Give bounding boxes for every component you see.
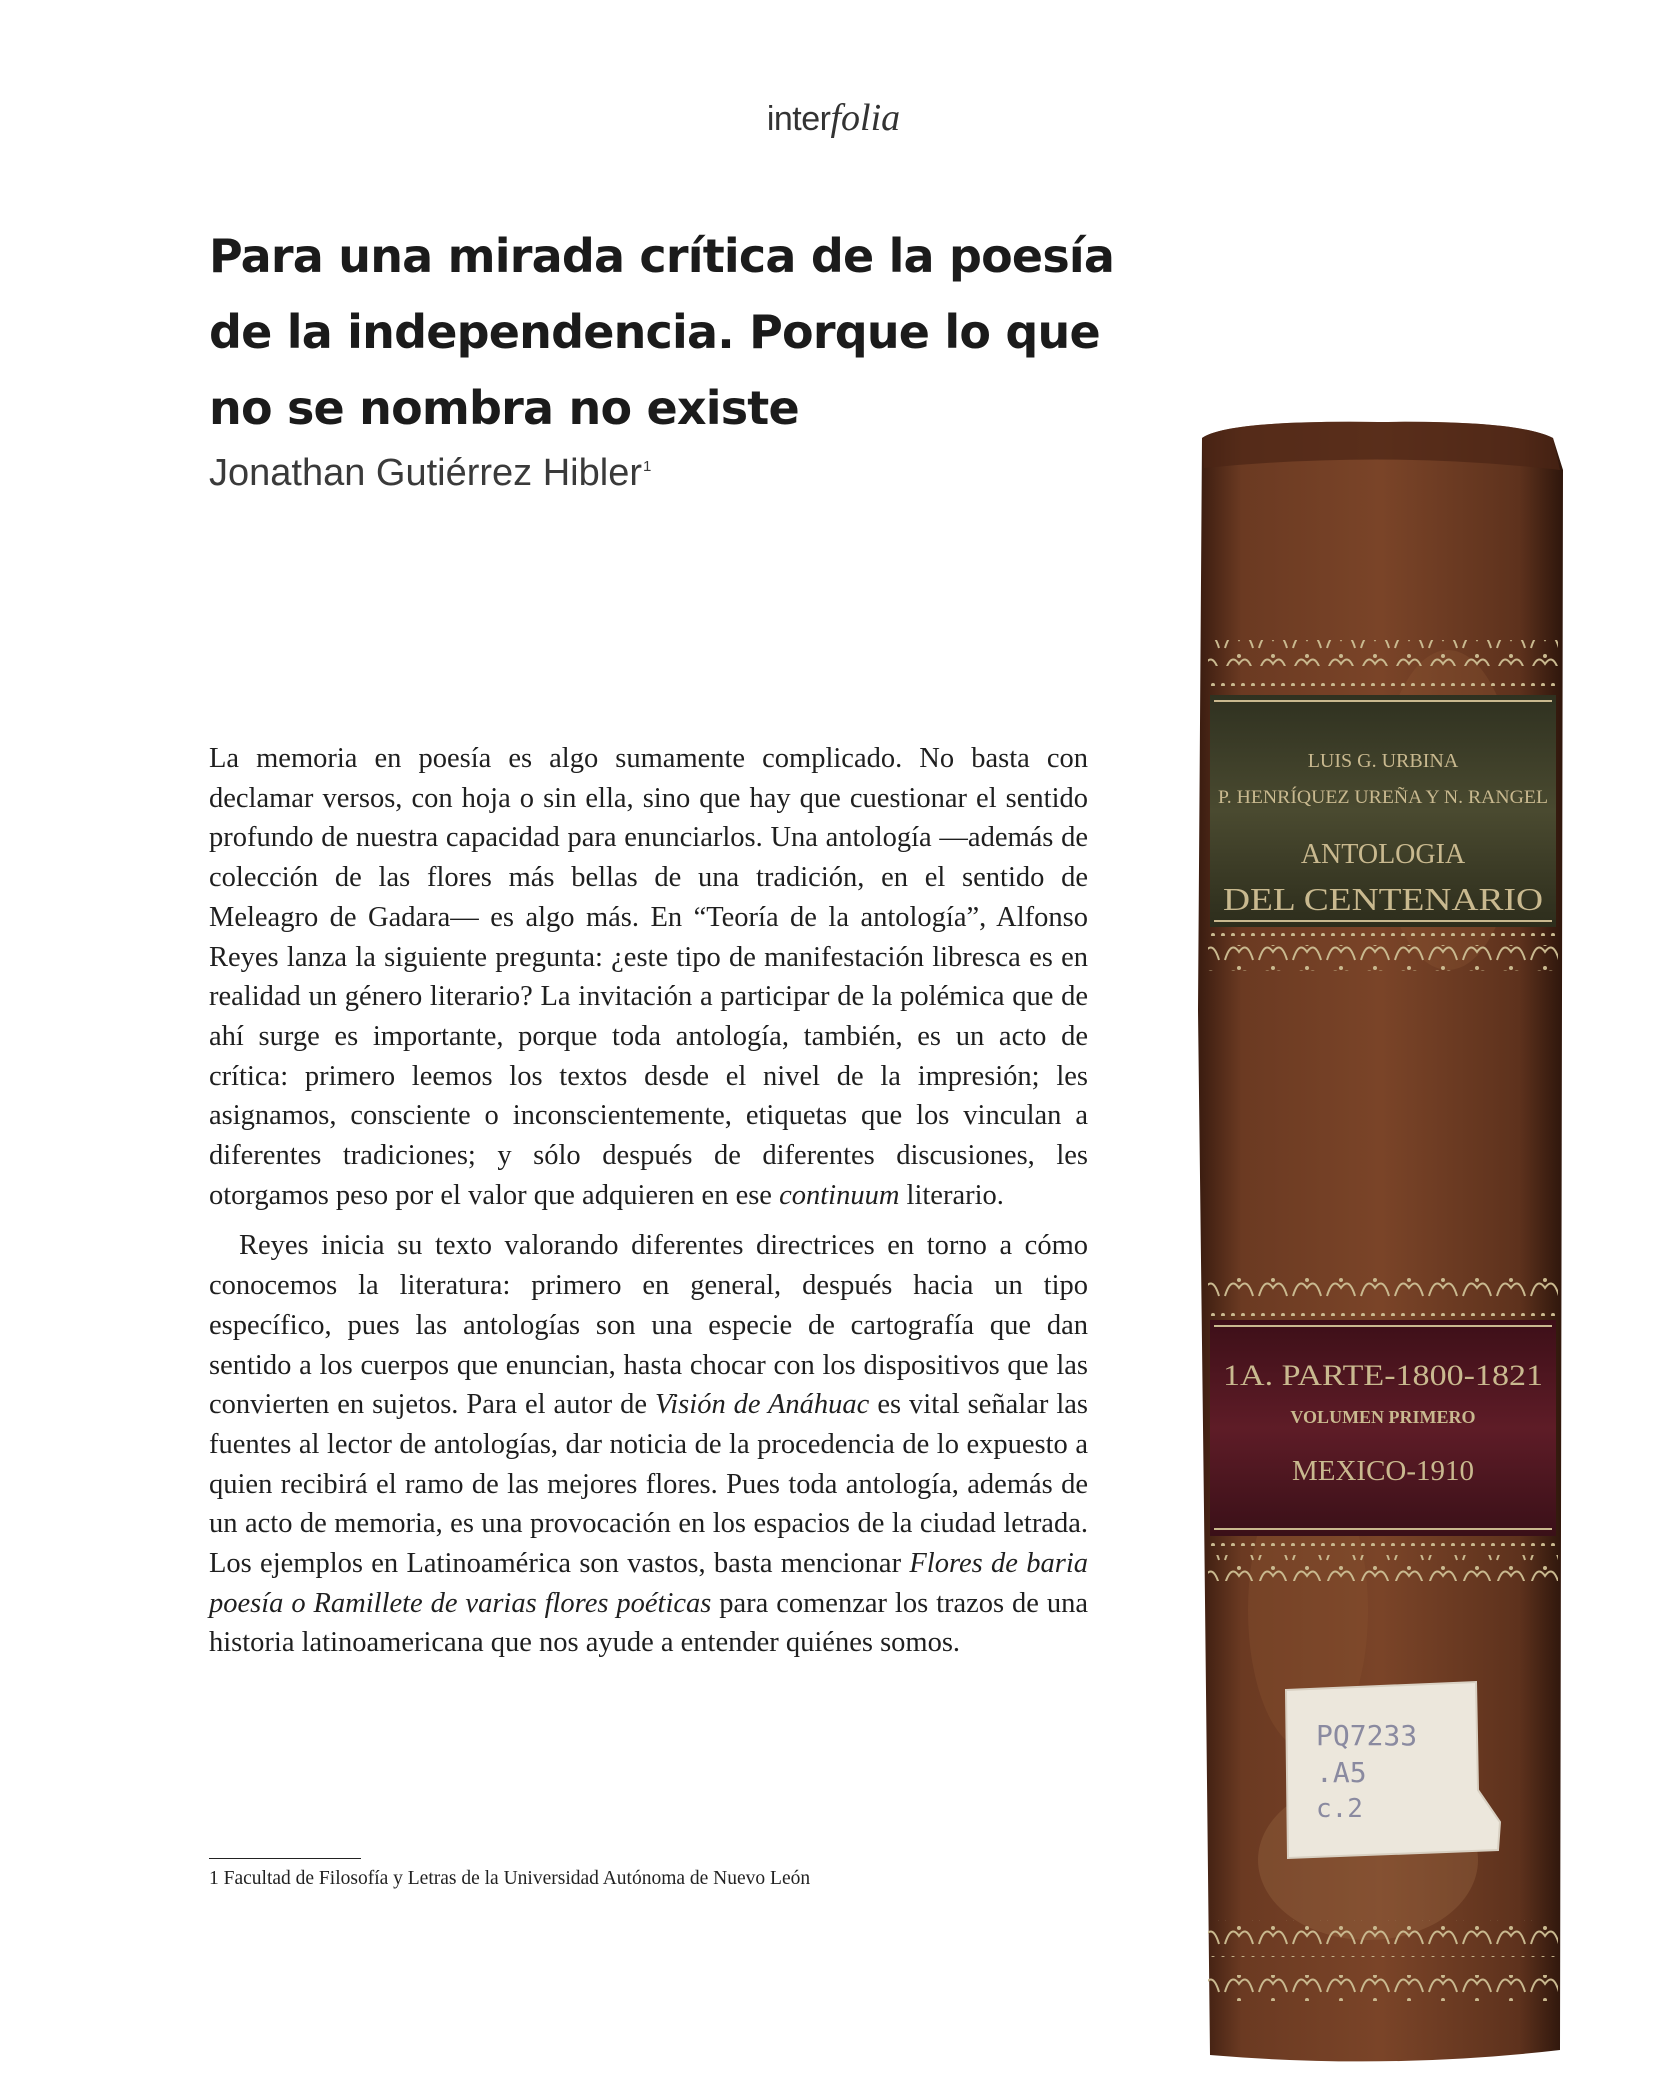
spine-part: 1A. PARTE-1800-1821 [1223, 1359, 1543, 1392]
ornament-band-5 [1208, 1920, 1558, 1946]
book-spine-photo [1188, 410, 1578, 2075]
spine-title-line-1: ANTOLOGIA [1300, 839, 1466, 870]
paragraph-1-text: La memoria en poesía es algo sumamente complicado. No basta con declamar versos, con hoja o sin ella, sino que hay que cuestionar el sentido profundo de nuestra capacidad para enunciarlos. Una antología —además de colección de las flores más bellas de una tradición, en el sentido de Meleagro de Gadara— es algo más. En “Teoría de la antología”, Alfonso Reyes lanza la siguiente pregunta: ¿este tipo de manifestación libresca es en realidad un género literario? La invitación a participar de la polémica que de ahí surge es importante, porque toda antología, también, es un acto de crítica: primero leemos los textos desde el nivel de la impresión; les asignamos, consciente o inconscientemente, etiquetas que los vinculan a diferentes tradiciones; y sólo después de diferentes discusiones, les otorgamos peso por el valor que adquieren en ese [209, 743, 1088, 1211]
journal-name-part1: inter [766, 100, 831, 138]
spine-place-year: MEXICO-1910 [1291, 1455, 1475, 1487]
ornament-band-4 [1208, 1555, 1558, 1581]
call-number-2: .A5 [1316, 1756, 1367, 1789]
footnote [209, 1868, 1109, 1890]
author-footnote-mark: 1 [643, 458, 652, 476]
footnote-text: Facultad de Filosofía y Letras de la Universidad Autónoma de Nuevo León [223, 1868, 811, 1889]
article-body [209, 739, 1088, 1674]
running-head [0, 96, 1667, 140]
title-line-2: de la independencia. Porque lo que [209, 305, 1100, 359]
paragraph-1-end: literario. [899, 1179, 1004, 1211]
article-title [209, 218, 1209, 446]
paragraph-1 [209, 739, 1088, 1215]
author-name: Jonathan Gutiérrez Hibler [209, 452, 642, 494]
paragraph-2 [209, 1226, 1088, 1663]
ornament-band-2 [1208, 945, 1558, 971]
spine-volume-label [1210, 1320, 1556, 1536]
spine-author-line-2: P. HENRÍQUEZ UREÑA Y N. RANGEL [1218, 787, 1536, 808]
journal-name-part2: folia [830, 97, 901, 139]
ornament-band-3 [1208, 1273, 1558, 1299]
spine-author-line-1: LUIS G. URBINA [1307, 750, 1459, 772]
paragraph-2-text-a: Reyes inicia su texto valorando diferentes directrices en torno a cómo conocemos la literatura: primero en general, después hacia un tipo específico, pues las antologías son una especie de cartografía que dan sentido a los cuerpos que enuncian, hasta chocar con los dispositivos que las convierten en sujetos. Para el autor de [209, 1230, 1088, 1421]
paragraph-2-text-b: es vital señalar las fuentes al lector de antologías, dar noticia de la procedencia de lo expuesto a quien recibirá el ramo de las mejores flores. Pues toda antología, además de un acto de memoria, es una provocación en los espacios de la ciudad letrada. Los ejemplos en Latinoamérica son vastos, basta mencionar [209, 1389, 1088, 1580]
paragraph-2-italic-2: Flores de baria poesía o Ramillete de varias flores poéticas [209, 1548, 1088, 1619]
paragraph-2-italic-1: Visión de Anáhuac [654, 1389, 870, 1421]
call-number-3: c.2 [1316, 1794, 1363, 1824]
title-line-3: no se nombra no existe [209, 381, 799, 435]
call-number-1: PQ7233 [1316, 1719, 1418, 1752]
library-call-number-sticker [1286, 1682, 1500, 1858]
author-byline [209, 452, 651, 495]
paragraph-1-italic: continuum [779, 1179, 900, 1211]
footnote-rule [209, 1858, 361, 1859]
paragraph-2-text-c: para comenzar los trazos de una historia latinoamericana que nos ayude a entender quiénes somos. [209, 1587, 1089, 1659]
title-line-1: Para una mirada crítica de la poesía [209, 229, 1115, 283]
spine-title-line-2: DEL CENTENARIO [1223, 881, 1543, 917]
footnote-number: 1 [209, 1868, 219, 1889]
ornament-band-6 [1208, 1975, 1558, 2001]
ornament-band-1 [1208, 640, 1558, 666]
spine-volume: VOLUMEN PRIMERO [1290, 1407, 1476, 1427]
